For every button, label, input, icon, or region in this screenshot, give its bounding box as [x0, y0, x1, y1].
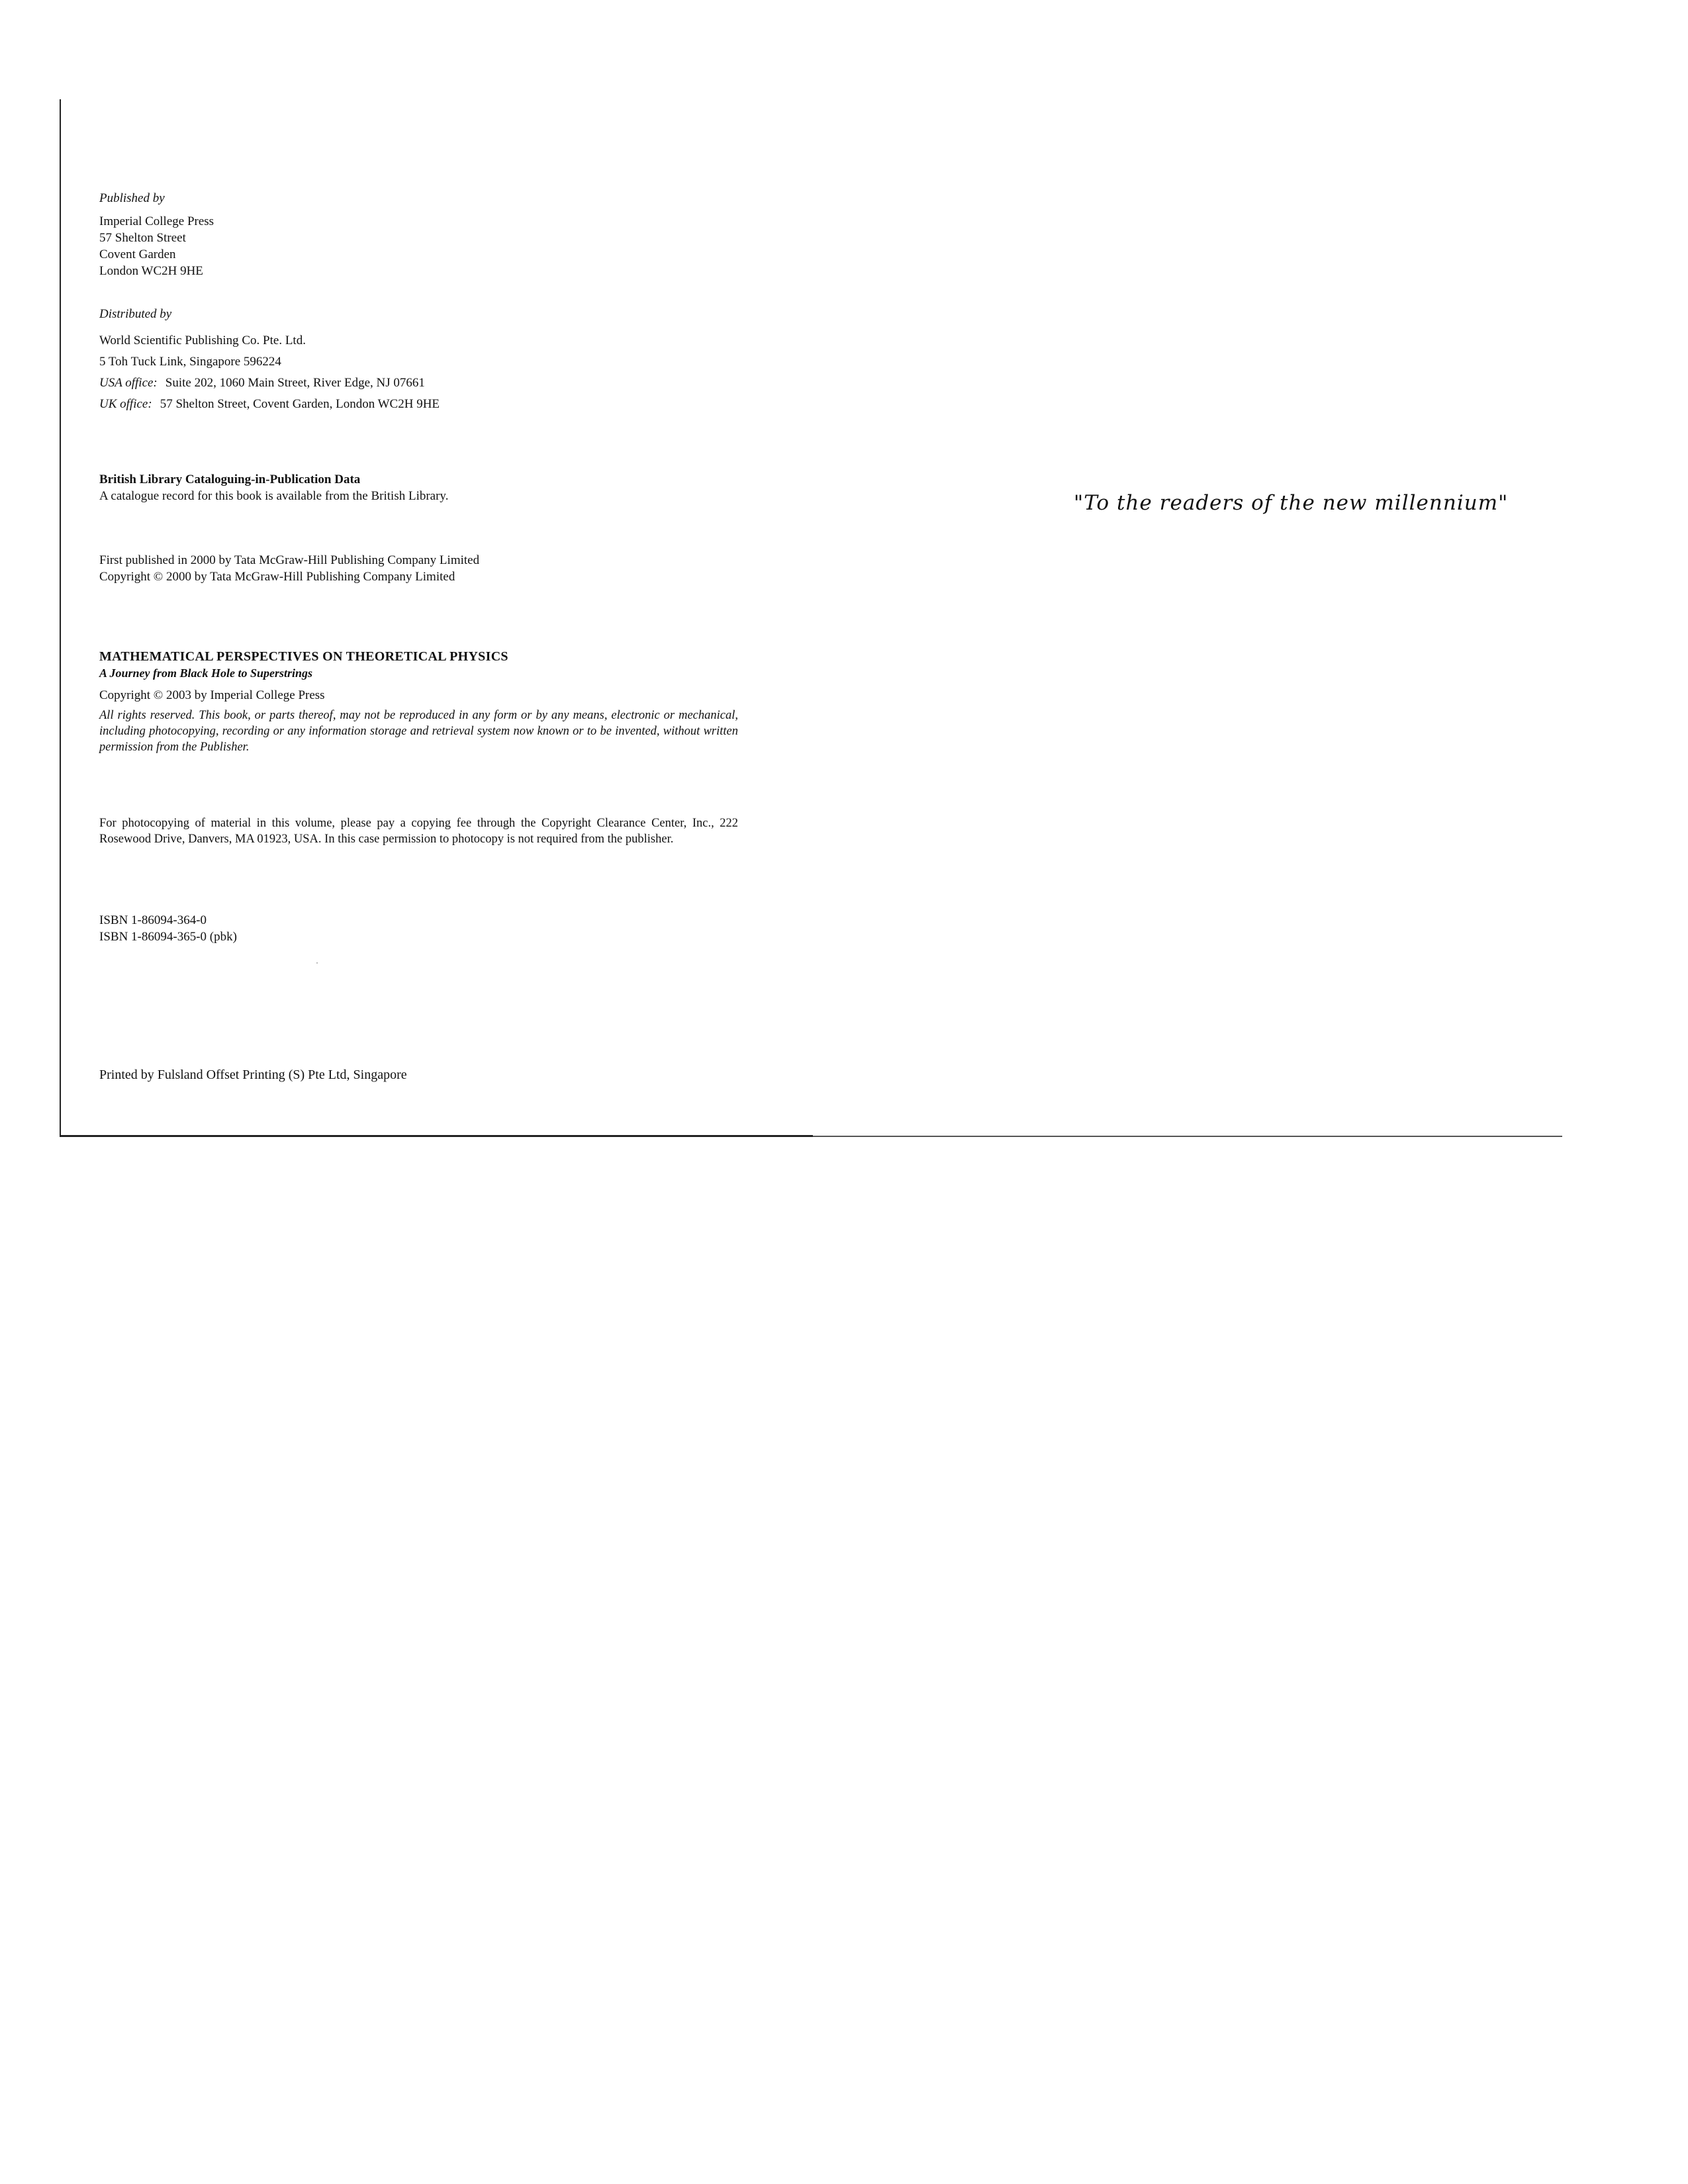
usa-office-label: USA office:: [99, 376, 158, 390]
publisher-address: [99, 213, 214, 279]
cip-text: A catalogue record for this book is available from the British Library.: [99, 489, 449, 503]
right-page-bottom-rule: [813, 1136, 1562, 1137]
rights-statement: All rights reserved. This book, or parts thereof, may not be reproduced in any form or by any means, electronic or mechanical, including photocopying, recording or any information storage and retrieval system now known or to be invented, without written permission from the Publisher.: [99, 709, 738, 754]
isbn-hardcover: ISBN 1-86094-364-0: [99, 913, 207, 927]
uk-office-line: [99, 394, 440, 415]
distributed-by-section: [99, 306, 440, 415]
publisher-address-line: 57 Shelton Street: [99, 231, 186, 245]
copyright-page: [99, 0, 761, 1138]
distributor-address-line: World Scientific Publishing Co. Pte. Ltd.: [99, 334, 306, 347]
published-by-section: [99, 190, 214, 279]
usa-office-line: [99, 373, 440, 394]
publisher-address-line: London WC2H 9HE: [99, 264, 203, 278]
book-section: [99, 649, 738, 755]
cip-section: [99, 471, 448, 504]
uk-office-label: UK office:: [99, 397, 152, 411]
first-published-section: [99, 552, 479, 585]
uk-office-address: 57 Shelton Street, Covent Garden, London WC2H 9HE: [160, 397, 440, 411]
book-title: MATHEMATICAL PERSPECTIVES ON THEORETICAL PHYSICS: [99, 649, 508, 664]
distributed-by-label: Distributed by: [99, 307, 172, 321]
first-published-line: First published in 2000 by Tata McGraw-Hill Publishing Company Limited: [99, 553, 480, 567]
printer-section: [99, 1067, 407, 1083]
usa-office-address: Suite 202, 1060 Main Street, River Edge, NJ 07661: [165, 376, 425, 390]
isbn-paperback: ISBN 1-86094-365-0 (pbk): [99, 930, 237, 944]
book-subtitle: A Journey from Black Hole to Superstrings: [99, 666, 313, 680]
first-copyright-line: Copyright © 2000 by Tata McGraw-Hill Publishing Company Limited: [99, 570, 455, 584]
isbn-section: [99, 912, 237, 945]
cip-heading: British Library Cataloguing-in-Publication Data: [99, 473, 361, 486]
distributor-address: [99, 330, 440, 415]
distributor-address-line: 5 Toh Tuck Link, Singapore 596224: [99, 355, 281, 369]
published-by-label: Published by: [99, 191, 165, 205]
scan-speck: [316, 962, 318, 964]
publisher-address-line: Covent Garden: [99, 248, 176, 261]
dedication: "To the readers of the new millennium": [1074, 491, 1509, 515]
book-copyright: Copyright © 2003 by Imperial College Press: [99, 688, 325, 702]
left-page-margin-rule: [60, 99, 61, 1136]
printer-line: Printed by Fulsland Offset Printing (S) Pte Ltd, Singapore: [99, 1068, 407, 1082]
photocopy-notice: For photocopying of material in this volume, please pay a copying fee through the Copyright Clearance Center, Inc., 222 Rosewood Drive, Danvers, MA 01923, USA. In this case permission to photocopy is not required from the publisher.: [99, 817, 738, 846]
publisher-address-line: Imperial College Press: [99, 214, 214, 228]
